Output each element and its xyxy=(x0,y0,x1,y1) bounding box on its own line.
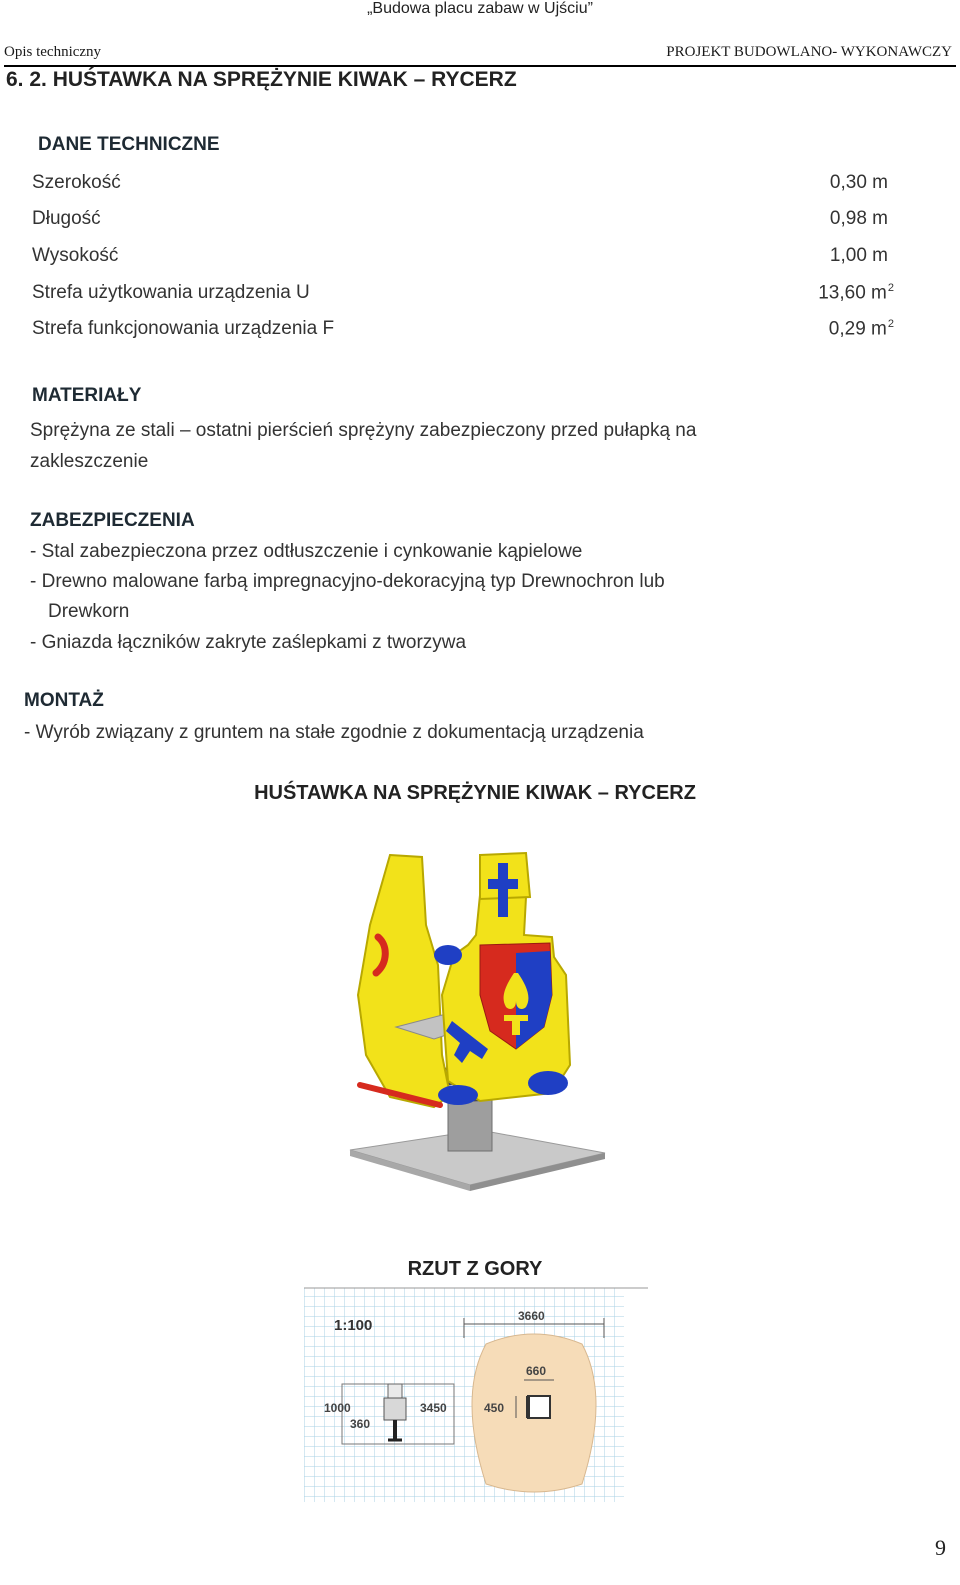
side-panel xyxy=(358,855,450,1107)
tech-row-label: Szerokość xyxy=(32,172,121,193)
tech-row xyxy=(32,172,888,194)
plan-scale: 1:100 xyxy=(334,1317,373,1334)
tech-heading: DANE TECHNICZNE xyxy=(38,134,220,155)
protections-item-cont: Drewkorn xyxy=(48,601,130,622)
equipment-footprint xyxy=(528,1396,550,1418)
tech-row-value: 1,00 m xyxy=(829,245,888,266)
plan-title: RZUT Z GORY xyxy=(407,1258,543,1280)
blue-ear xyxy=(434,945,462,965)
tech-row-label: Długość xyxy=(32,208,101,229)
dim-label: 1000 xyxy=(324,1401,351,1415)
header-left: Opis techniczny xyxy=(4,44,102,60)
blue-foot xyxy=(528,1071,568,1095)
product-caption: HUŚTAWKA NA SPRĘŻYNIE KIWAK – RYCERZ xyxy=(254,782,696,804)
tech-row-value: 0,98 m xyxy=(829,208,888,229)
assembly-heading: MONTAŻ xyxy=(24,690,104,711)
tech-row xyxy=(32,282,894,304)
dim-label: 3450 xyxy=(420,1401,447,1415)
assembly-item: - Wyrób związany z gruntem na stałe zgodnie z dokumentacją urządzenia xyxy=(24,722,644,743)
tech-row-label: Strefa funkcjonowania urządzenia F xyxy=(32,318,335,339)
tech-row xyxy=(32,245,888,267)
protections-item: - Drewno malowane farbą impregnacyjno-dekoracyjną typ Drewnochron lub xyxy=(30,571,665,592)
protections-heading: ZABEZPIECZENIA xyxy=(30,510,195,531)
dim-label: 660 xyxy=(526,1364,547,1378)
protections-item: - Stal zabezpieczona przez odtłuszczenie i cynkowanie kąpielowe xyxy=(30,541,583,562)
header-rule xyxy=(4,65,956,67)
tech-row-value: 0,30 m xyxy=(829,172,888,193)
blue-foot xyxy=(438,1085,478,1105)
page-number: 9 xyxy=(935,1535,946,1560)
tech-row xyxy=(32,318,894,340)
dim-label: 3660 xyxy=(518,1309,545,1323)
tech-row-value: 13,60 $m^2$ xyxy=(818,282,894,304)
materials-line: zakleszczenie xyxy=(30,451,149,472)
spring-rider-illustration xyxy=(330,845,620,1215)
tech-row-label: Wysokość xyxy=(32,245,119,266)
dim-label: 450 xyxy=(484,1401,505,1415)
materials-heading: MATERIAŁY xyxy=(32,385,142,406)
dim-label: 360 xyxy=(350,1417,371,1431)
materials-line: Sprężyna ze stali – ostatni pierścień sprężyny zabezpieczony przed pułapką na xyxy=(30,420,697,441)
tech-row-value: 0,29 $m^2$ xyxy=(828,318,894,340)
plan-view xyxy=(304,1286,648,1504)
protections-item: - Gniazda łączników zakryte zaślepkami z tworzywa xyxy=(30,632,467,653)
tech-row xyxy=(32,208,888,230)
section-title: 6. 2. HUŚTAWKA NA SPRĘŻYNIE KIWAK – RYCERZ xyxy=(6,68,517,91)
header-right: PROJEKT BUDOWLANO- WYKONAWCZY xyxy=(666,44,952,60)
document-title: „Budowa placu zabaw w Ujściu” xyxy=(367,0,593,17)
tech-row-label: Strefa użytkowania urządzenia U xyxy=(32,282,310,303)
